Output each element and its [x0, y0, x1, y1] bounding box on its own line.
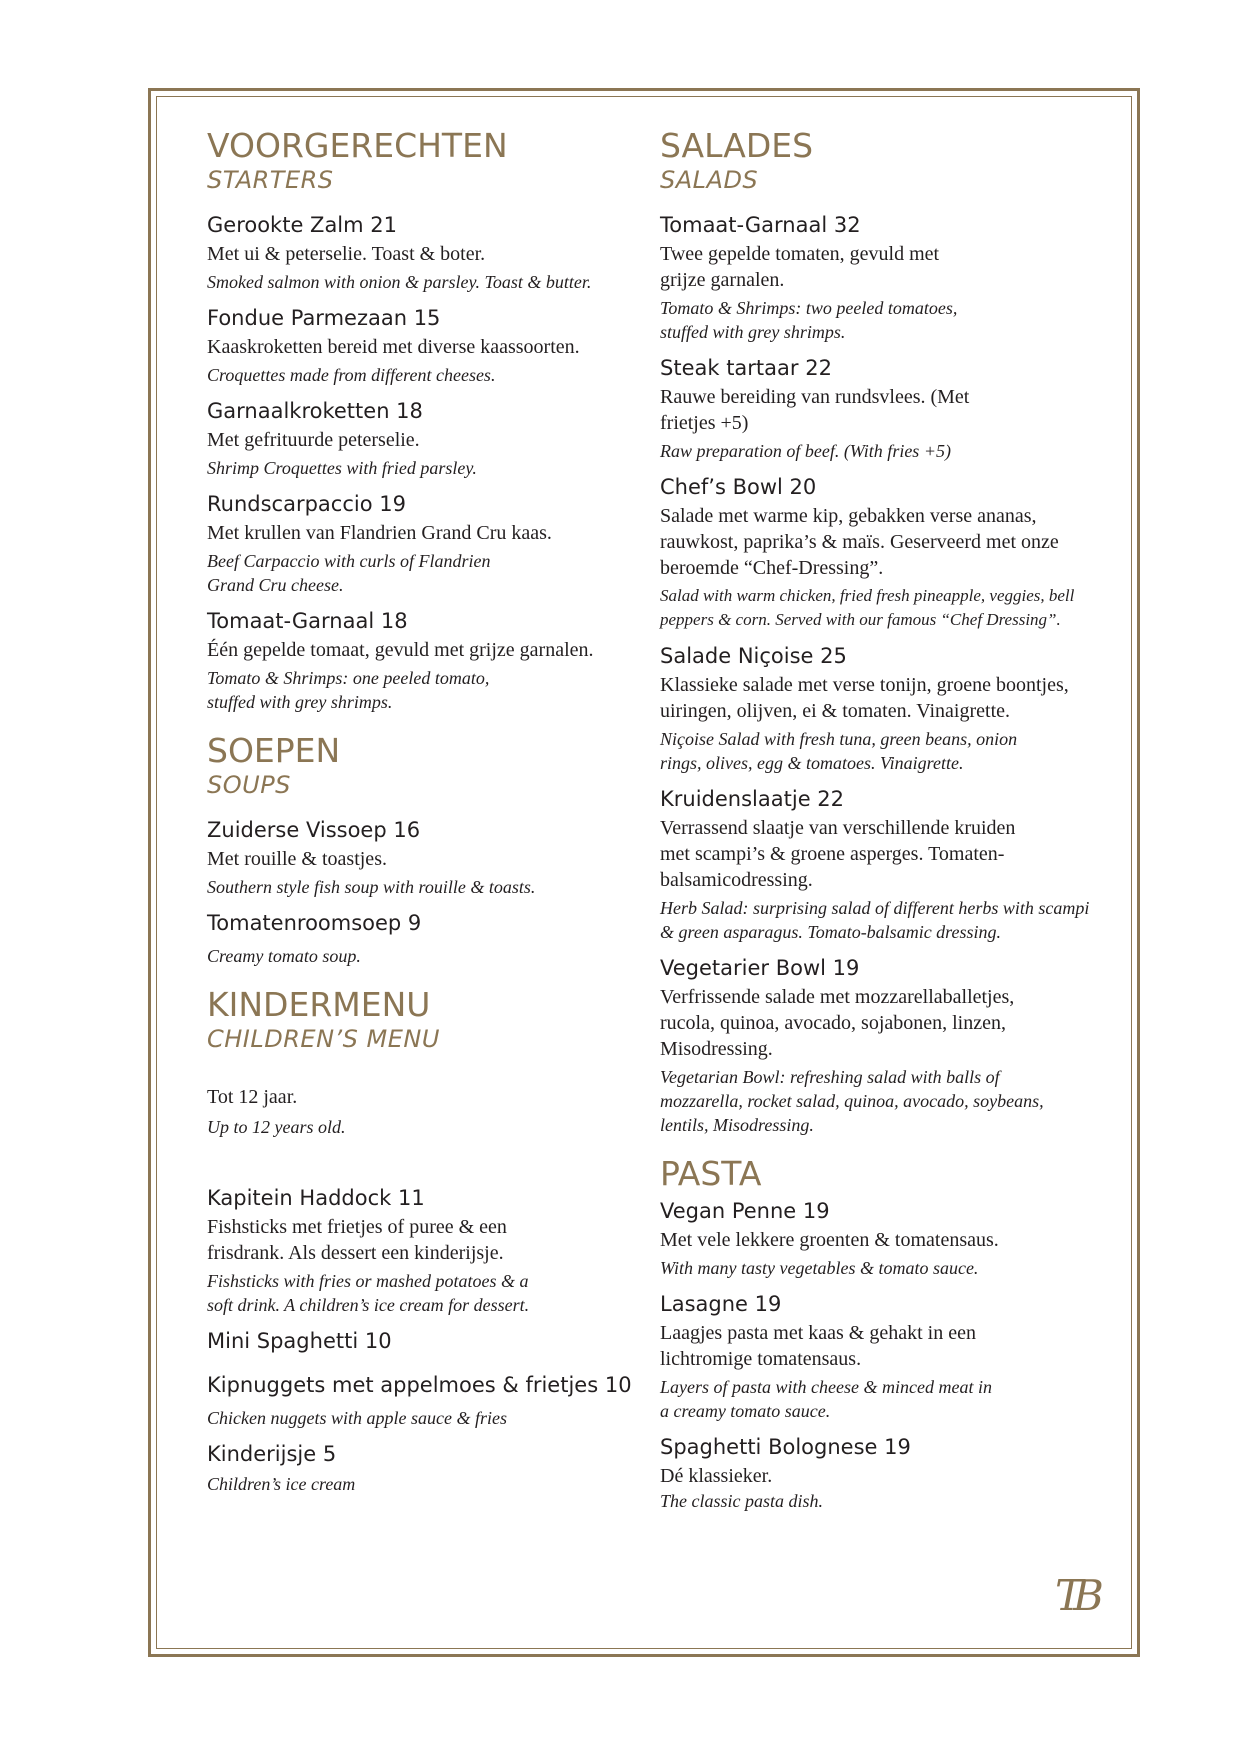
menu-item: [660, 1289, 1100, 1423]
item-description-en: With many tasty vegetables & tomato sauce.: [660, 1258, 979, 1278]
item-name: Garnaalkroketten 18: [207, 399, 423, 423]
menu-item: [207, 1183, 637, 1317]
menu-item: [660, 953, 1100, 1137]
item-description-nl: Kaaskroketten bereid met diverse kaassoorten.: [207, 336, 580, 358]
item-description-en: Tomato & Shrimps: two peeled tomatoes, stuffed with grey shrimps.: [660, 298, 958, 342]
menu-item: [207, 210, 637, 294]
item-description-en: Beef Carpaccio with curls of Flandrien Grand Cru cheese.: [207, 551, 491, 595]
item-description-en: Smoked salmon with onion & parsley. Toast & butter.: [207, 272, 592, 292]
menu-item: [660, 210, 1100, 344]
section-subtitle: CHILDREN’S MENU: [207, 1025, 440, 1053]
item-description-nl: Met ui & peterselie. Toast & boter.: [207, 243, 486, 265]
item-name: Tomaat-Garnaal 32: [660, 213, 861, 237]
section-salades: [660, 126, 1100, 1137]
item-description-en: Layers of pasta with cheese & minced meat in a creamy tomato sauce.: [660, 1377, 992, 1421]
item-description-en: Tomato & Shrimps: one peeled tomato, stuffed with grey shrimps.: [207, 668, 490, 712]
item-name: Rundscarpaccio 19: [207, 492, 406, 516]
item-description-nl: Salade met warme kip, gebakken verse ananas, rauwkost, paprika’s & maïs. Geserveerd met onze beroemde “Chef-Dressing”.: [660, 505, 1059, 579]
item-description-nl: Laagjes pasta met kaas & gehakt in een lichtromige tomatensaus.: [660, 1322, 976, 1370]
item-description-nl: Één gepelde tomaat, gevuld met grijze garnalen.: [207, 639, 594, 661]
item-description-nl: Met gefrituurde peterselie.: [207, 429, 420, 451]
menu-item: [207, 606, 637, 714]
section-title: VOORGERECHTEN: [207, 126, 508, 165]
item-description-nl: Met krullen van Flandrien Grand Cru kaas.: [207, 522, 552, 544]
menu-item: [660, 353, 1100, 463]
menu-item: [207, 815, 637, 899]
item-description-en: Herb Salad: surprising salad of different herbs with scampi & green asparagus. Tomato-balsamic dressing.: [660, 898, 1090, 942]
item-description-en: The classic pasta dish.: [660, 1491, 824, 1511]
age-note-en: Up to 12 years old.: [207, 1117, 346, 1137]
section-title: SALADES: [660, 126, 814, 165]
section-pasta: [660, 1154, 1100, 1513]
item-name: Vegan Penne 19: [660, 1199, 830, 1223]
item-description-en: Creamy tomato soup.: [207, 946, 361, 966]
menu-item: [660, 641, 1100, 775]
item-name: Salade Niçoise 25: [660, 644, 847, 668]
item-description-nl: Verrassend slaatje van verschillende kruiden met scampi’s & groene asperges. Tomaten-balsamicodressing.: [660, 817, 1016, 891]
item-description-nl: Verfrissende salade met mozzarellaballetjes, rucola, quinoa, avocado, sojabonen, linzen, Misodressing.: [660, 986, 1015, 1060]
item-name: Tomatenroomsoep 9: [207, 911, 422, 935]
menu-item: [207, 1439, 637, 1496]
menu-item: [207, 1326, 637, 1356]
menu-item: [207, 908, 637, 968]
menu-item: [207, 396, 637, 480]
item-description-en: Southern style fish soup with rouille & toasts.: [207, 877, 536, 897]
section-voorgerechten: [207, 126, 637, 714]
item-description-nl: Dé klassieker.: [660, 1465, 773, 1487]
item-name: Fondue Parmezaan 15: [207, 306, 441, 330]
menu-item: [660, 784, 1100, 944]
section-subtitle: SALADS: [660, 166, 759, 194]
section-kindermenu: [207, 985, 637, 1496]
item-description-en: Croquettes made from different cheeses.: [207, 365, 496, 385]
item-name: Kapitein Haddock 11: [207, 1186, 425, 1210]
menu-item: [207, 489, 637, 597]
item-name: Chef’s Bowl 20: [660, 475, 817, 499]
item-name: Mini Spaghetti 10: [207, 1329, 392, 1353]
menu-item: [660, 1196, 1100, 1280]
section-subtitle: STARTERS: [207, 166, 334, 194]
item-name: Gerookte Zalm 21: [207, 213, 397, 237]
item-description-en: Fishsticks with fries or mashed potatoes & a soft drink. A children’s ice cream for dessert.: [207, 1271, 530, 1315]
item-description-en: Raw preparation of beef. (With fries +5): [660, 441, 951, 461]
section-soepen: [207, 731, 637, 968]
item-name: Kruidenslaatje 22: [660, 787, 845, 811]
section-title: SOEPEN: [207, 731, 341, 770]
item-name: Tomaat-Garnaal 18: [207, 609, 408, 633]
tb-logo: TB: [1055, 1571, 1094, 1620]
item-name: Steak tartaar 22: [660, 356, 832, 380]
item-description-en: Vegetarian Bowl: refreshing salad with balls of mozzarella, rocket salad, quinoa, avocado, soybeans, lentils, Misodressing.: [660, 1067, 1044, 1135]
left-column: [207, 126, 637, 1505]
item-description-en: Salad with warm chicken, fried fresh pineapple, veggies, bell peppers & corn. Served with our famous “Chef Dressing”.: [660, 586, 1075, 629]
item-name: Kinderijsje 5: [207, 1442, 337, 1466]
section-title: KINDERMENU: [207, 985, 431, 1024]
item-description-nl: Fishsticks met frietjes of puree & een frisdrank. Als dessert een kinderijsje.: [207, 1216, 507, 1264]
item-description-nl: Twee gepelde tomaten, gevuld met grijze garnalen.: [660, 243, 940, 291]
item-name: Spaghetti Bolognese 19: [660, 1435, 911, 1459]
menu-item: [207, 303, 637, 387]
section-subtitle: SOUPS: [207, 771, 291, 799]
item-name: Lasagne 19: [660, 1292, 782, 1316]
item-name: Zuiderse Vissoep 16: [207, 818, 421, 842]
age-note-nl: Tot 12 jaar.: [207, 1086, 298, 1108]
item-description-en: Niçoise Salad with fresh tuna, green beans, onion rings, olives, egg & tomatoes. Vinaigrette.: [660, 729, 1018, 773]
menu-item: [207, 1370, 637, 1430]
menu-item: [660, 472, 1100, 632]
item-description-en: Chicken nuggets with apple sauce & fries: [207, 1408, 507, 1428]
right-column: [660, 126, 1100, 1522]
item-description-nl: Klassieke salade met verse tonijn, groene boontjes, uiringen, olijven, ei & tomaten. Vinaigrette.: [660, 674, 1069, 722]
menu-item: [660, 1432, 1100, 1513]
item-description-nl: Met vele lekkere groenten & tomatensaus.: [660, 1229, 999, 1251]
item-description-en: Children’s ice cream: [207, 1474, 356, 1494]
section-title: PASTA: [660, 1154, 762, 1193]
item-name: Kipnuggets met appelmoes & frietjes 10: [207, 1373, 632, 1397]
item-description-nl: Met rouille & toastjes.: [207, 848, 387, 870]
item-description-en: Shrimp Croquettes with fried parsley.: [207, 458, 477, 478]
item-name: Vegetarier Bowl 19: [660, 956, 860, 980]
item-description-nl: Rauwe bereiding van rundsvlees. (Met frietjes +5): [660, 386, 970, 434]
